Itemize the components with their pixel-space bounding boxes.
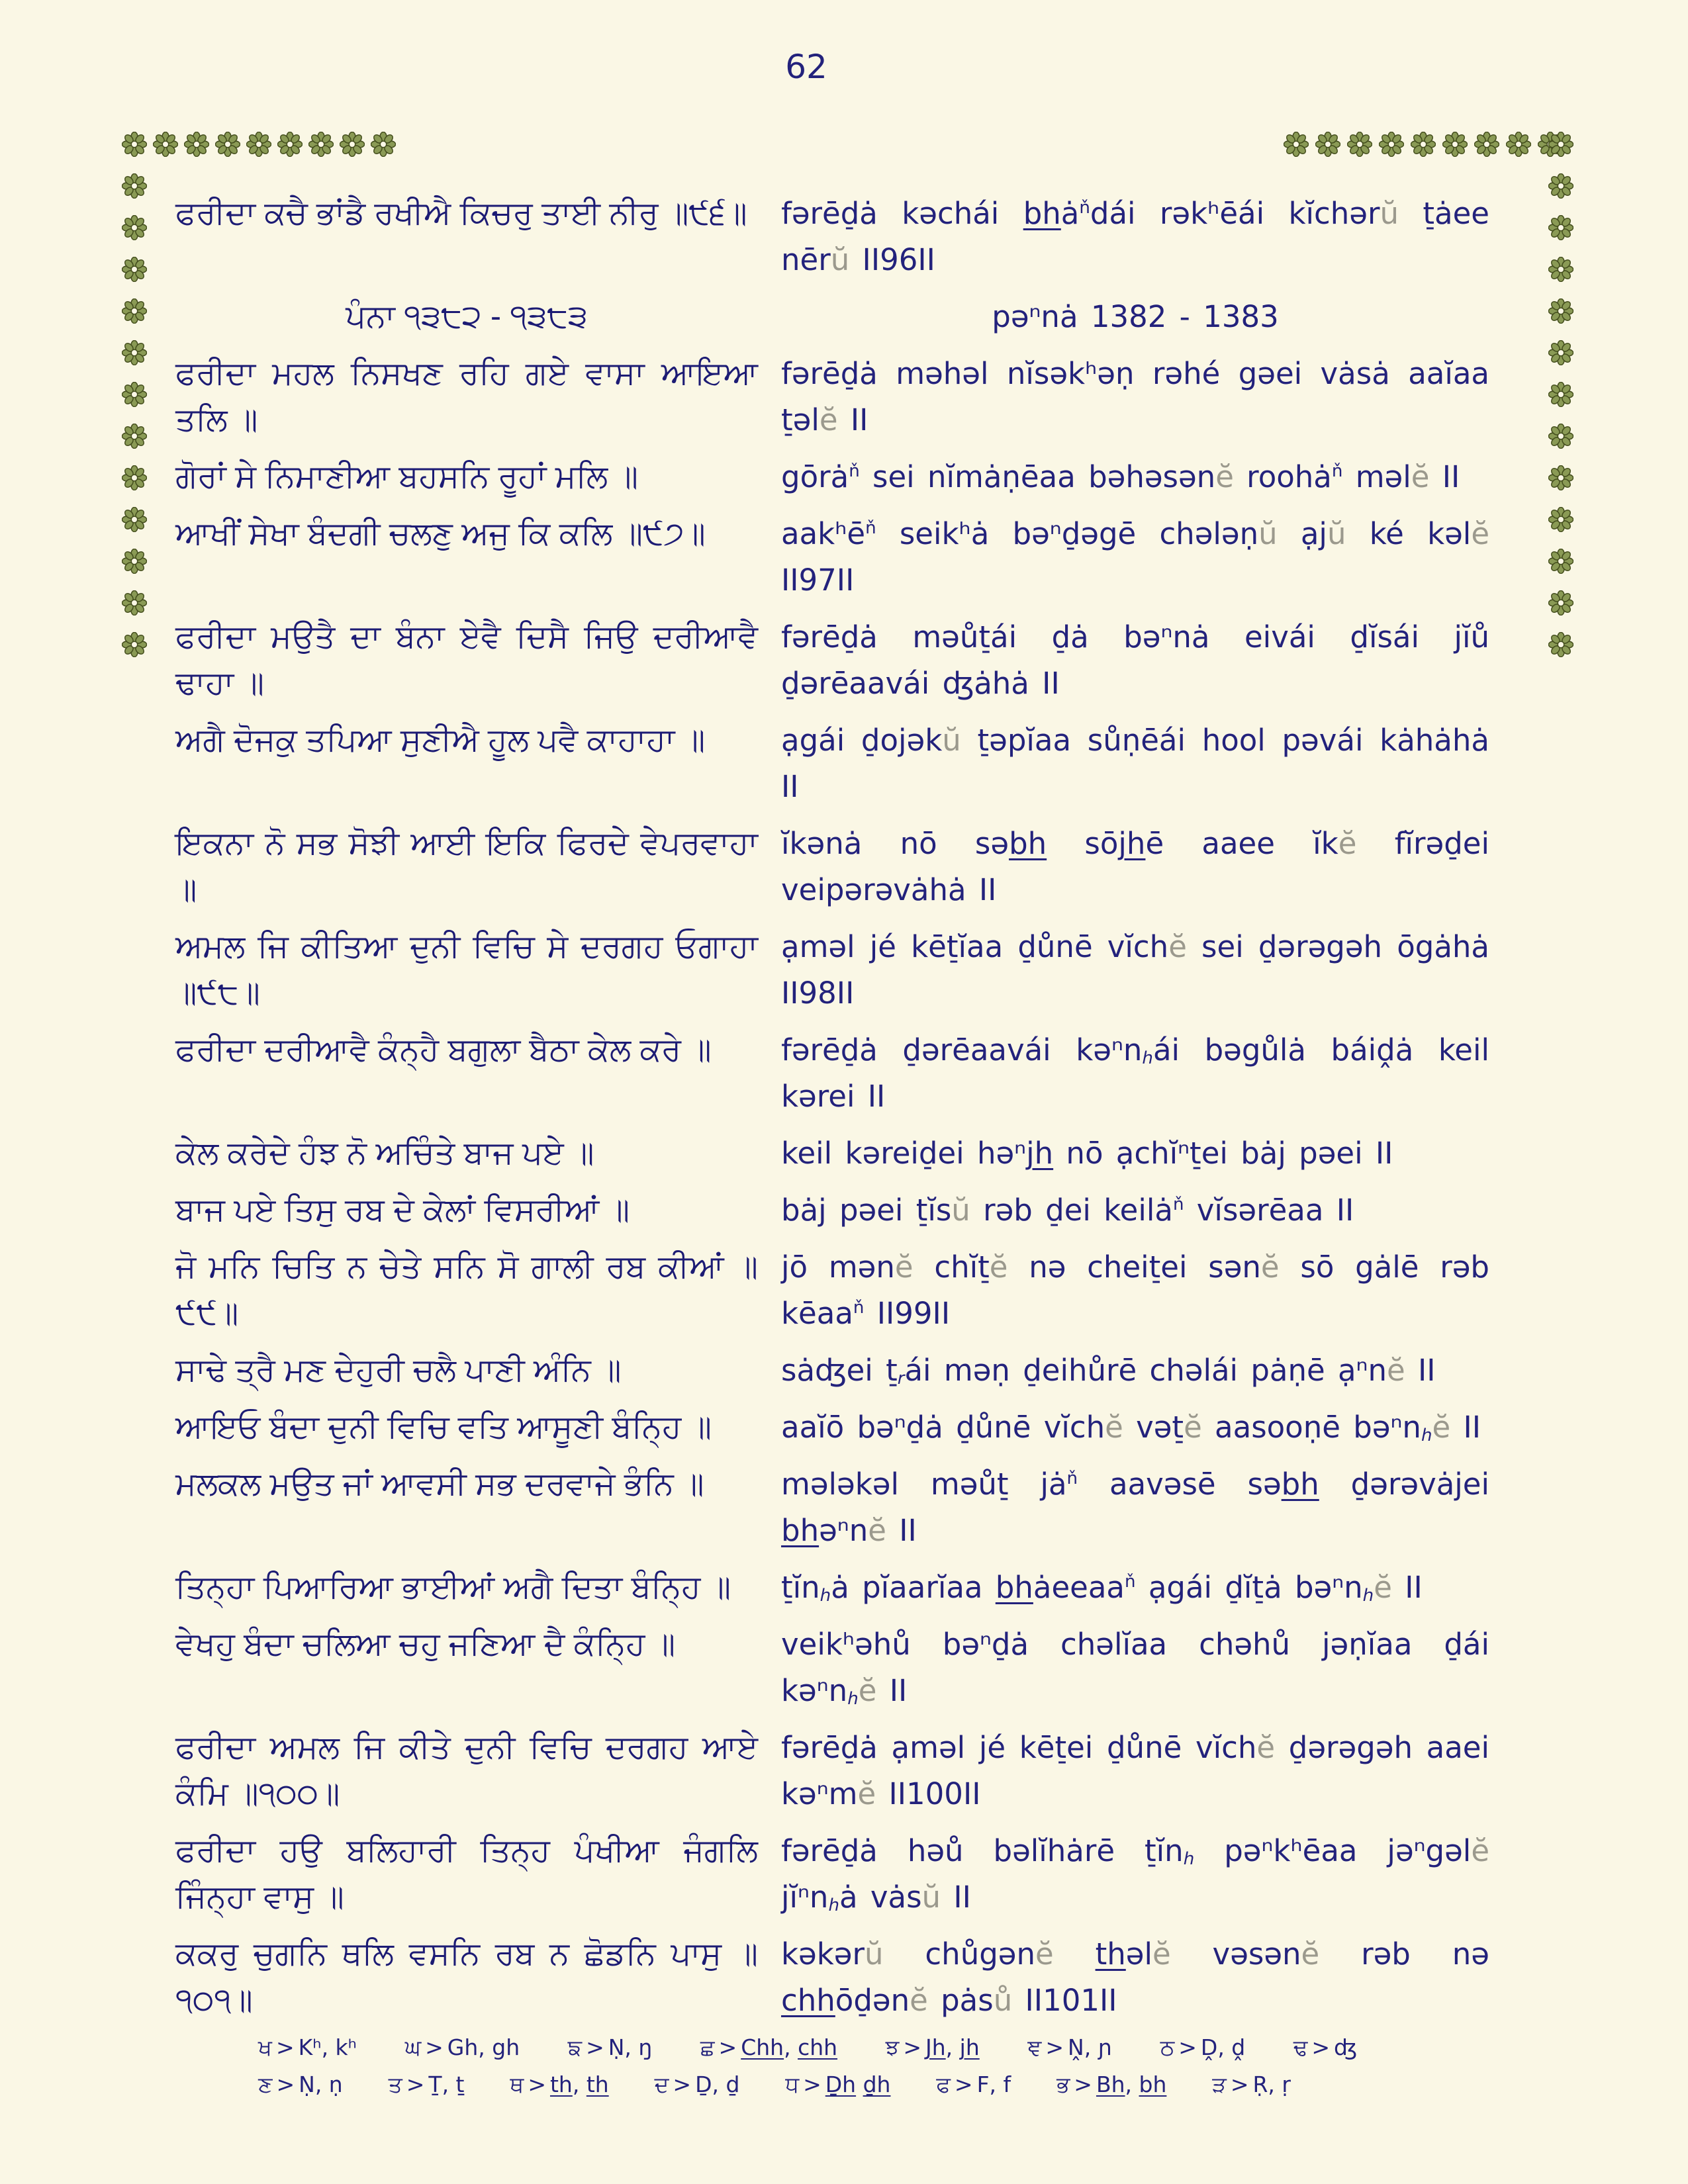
flower-icon	[1284, 132, 1309, 157]
transliteration-text: ĭkənȧ nō səbh sōjhē aaee ĭkĕ fĭrəd̠ei veipərəvȧhȧ II	[781, 826, 1489, 907]
flower-icon	[277, 132, 303, 157]
transliteration-legend-row-2	[258, 2070, 1291, 2099]
flower-icon	[1548, 424, 1573, 449]
verse-list	[175, 191, 1489, 2034]
legend-gurmukhi-letter: ਧ	[785, 2072, 800, 2097]
verse-row	[175, 454, 1489, 500]
legend-latin-value: Ḏ, ḏ	[695, 2071, 740, 2097]
legend-latin-value: Chh, chh	[741, 2034, 838, 2060]
flower-icon	[1315, 132, 1340, 157]
flower-icon	[122, 382, 147, 407]
legend-item	[1027, 2033, 1112, 2062]
verse-row	[175, 614, 1489, 707]
legend-separator: >	[1178, 2034, 1197, 2060]
legend-separator: >	[406, 2071, 425, 2097]
flower-icon	[122, 465, 147, 490]
gurmukhi-text: ਜੋ ਮਨਿ ਚਿਤਿ ਨ ਚੇਤੇ ਸਨਿ ਸੋ ਗਾਲੀ ਰਬ ਕੀਆਂ ॥੯੯॥	[175, 1250, 758, 1331]
legend-gurmukhi-letter: ਙ	[567, 2035, 583, 2060]
flower-icon	[215, 132, 240, 157]
flower-icon	[122, 298, 147, 324]
flower-icon	[1548, 215, 1573, 240]
legend-gurmukhi-letter: ਣ	[258, 2072, 273, 2097]
legend-latin-value: Bh, bh	[1096, 2071, 1167, 2097]
flower-icon	[1548, 340, 1573, 365]
verse-row	[175, 1027, 1489, 1120]
flower-icon	[122, 632, 147, 657]
legend-gurmukhi-letter: ਦ	[654, 2072, 669, 2097]
legend-gurmukhi-letter: ਢ	[1293, 2035, 1308, 2060]
transliteration-text: fərēd̠ȧ kəchái bhȧ$^ň$dái rəkʰēái kĭchərŭ t̠ȧee nērŭ II96II	[781, 196, 1489, 277]
flower-icon	[1474, 132, 1499, 157]
gurmukhi-text: ਫਰੀਦਾ ਹਉ ਬਲਿਹਾਰੀ ਤਿਨ੍ਹ ਪੰਖੀਆ ਜੰਗਲਿ ਜਿੰਨ੍ਹਾ ਵਾਸੁ ॥	[175, 1833, 758, 1915]
legend-item	[655, 2070, 740, 2099]
transliteration-text: jō mənĕ chĭt̠ĕ nə cheit̠ei sənĕ sō gȧlē rəb kēaa$^ň$ II99II	[781, 1250, 1489, 1331]
transliteration-text: aakʰē$^ň$ seikʰȧ bəⁿd̠əgē chələṇŭ ạjŭ ké kəlĕ II97II	[781, 516, 1490, 598]
legend-separator: >	[275, 2034, 295, 2060]
flower-icon	[1548, 590, 1573, 615]
flower-icon	[122, 424, 147, 449]
transliteration-page-heading: pəⁿnȧ 1382 - 1383	[992, 299, 1279, 334]
flower-icon	[1548, 549, 1573, 574]
legend-gurmukhi-letter: ਞ	[1027, 2035, 1042, 2060]
legend-item	[785, 2070, 890, 2099]
transliteration-text: fərēd̠ȧ məhəl nĭsəkʰəṇ rəhé gəei vȧsȧ aaĭaa t̠əlĕ II	[781, 356, 1489, 437]
legend-separator: >	[803, 2071, 821, 2097]
verse-row	[175, 1828, 1489, 1921]
flower-icon	[122, 215, 147, 240]
legend-item	[568, 2033, 653, 2062]
flower-icon	[122, 257, 147, 282]
gurmukhi-text: ਵੇਖਹੁ ਬੰਦਾ ਚਲਿਆ ਚਹੁ ਜਣਿਆ ਦੈ ਕੰਨ੍ਹਿ ॥	[175, 1627, 676, 1662]
legend-gurmukhi-letter: ੜ	[1212, 2072, 1227, 2097]
flower-icon	[1411, 132, 1436, 157]
gurmukhi-text: ਫਰੀਦਾ ਕਚੈ ਭਾਂਡੈ ਰਖੀਐ ਕਿਚਰੁ ਤਾਈ ਨੀਰੁ ॥੯੬॥	[175, 196, 747, 231]
legend-latin-value: Jh, jh	[925, 2034, 980, 2060]
verse-row	[175, 1621, 1489, 1714]
flower-icon	[153, 132, 178, 157]
legend-item	[700, 2033, 837, 2062]
legend-gurmukhi-letter: ਥ	[510, 2072, 524, 2097]
verse-row	[175, 1187, 1489, 1234]
legend-latin-value: Kʰ, kʰ	[298, 2034, 357, 2060]
flower-icon	[1548, 465, 1573, 490]
legend-separator: >	[954, 2071, 973, 2097]
gurmukhi-text: ਫਰੀਦਾ ਅਮਲ ਜਿ ਕੀਤੇ ਦੁਨੀ ਵਿਚਿ ਦਰਗਹ ਆਏ ਕੰਮਿ ॥੧੦੦॥	[175, 1730, 758, 1811]
legend-latin-value: Ḓ, ḓ	[1200, 2034, 1246, 2060]
legend-latin-value: ʤ	[1334, 2034, 1357, 2060]
legend-gurmukhi-letter: ਤ	[388, 2072, 402, 2097]
gurmukhi-text: ਆਖੀਂ ਸੇਖਾ ਬੰਦਗੀ ਚਲਣੁ ਅਜੁ ਕਿ ਕਲਿ ॥੯੭॥	[175, 516, 706, 551]
transliteration-text: ạməl jé kēt̠ĭaa d̠ůnē vĭchĕ sei d̠ərəgəh ōgȧhȧ II98II	[781, 929, 1490, 1011]
legend-separator: >	[718, 2034, 737, 2060]
transliteration-text: veikʰəhů bəⁿd̠ȧ chəlĭaa chəhů jəṇĭaa d̠ái kəⁿn$_h$ĕ II	[781, 1627, 1489, 1709]
legend-item	[1056, 2070, 1166, 2099]
verse-row	[175, 1244, 1489, 1337]
flower-icon	[1548, 173, 1573, 199]
transliteration-text: sȧʤei $t̠_rái$ məṇ d̠eihůrē chəlái pȧṇē ạⁿnĕ II	[781, 1353, 1436, 1389]
verse-row	[175, 1931, 1489, 2024]
legend-item	[1212, 2070, 1291, 2099]
gurmukhi-text: ਅਗੈ ਦੋਜਕੁ ਤਪਿਆ ਸੁਣੀਐ ਹੂਲ ਪਵੈ ਕਾਹਾਹਾ ॥	[175, 723, 706, 758]
verse-row	[175, 351, 1489, 443]
gurmukhi-text: ਗੋਰਾਂ ਸੇ ਨਿਮਾਣੀਆ ਬਹਸਨਿ ਰੂਹਾਂ ਮਲਿ ॥	[175, 459, 638, 494]
legend-separator: >	[276, 2071, 295, 2097]
page-number: 62	[785, 48, 827, 86]
legend-latin-value: Ṛ, ṛ	[1252, 2071, 1291, 2097]
legend-gurmukhi-letter: ਘ	[404, 2035, 422, 2060]
flower-icon	[1442, 132, 1468, 157]
legend-separator: >	[425, 2034, 444, 2060]
legend-item	[1160, 2033, 1246, 2062]
gurmukhi-text: ਤਿਨ੍ਹਾ ਪਿਆਰਿਆ ਭਾਈਆਂ ਅਗੈ ਦਿਤਾ ਬੰਨ੍ਹਿ ॥	[175, 1570, 731, 1605]
legend-latin-value: Ṋ, ɲ	[1068, 2034, 1113, 2060]
transliteration-text: kəkərŭ chůgənĕ thəlĕ vəsənĕ rəb nə chhōd̠ənĕ pȧsů II101II	[781, 1936, 1489, 2018]
transliteration-text: $t̠ĭn_hȧ$ pĭaarĭaa bhȧeeaa$^ň$ ạgái d̠ĭt̠ȧ bəⁿn$_h$ĕ II	[781, 1570, 1423, 1606]
legend-latin-value: th, th	[549, 2071, 609, 2097]
legend-gurmukhi-letter: ਝ	[885, 2035, 900, 2060]
legend-gurmukhi-letter: ਛ	[700, 2035, 715, 2060]
flower-icon	[1548, 632, 1573, 657]
flower-icon	[1548, 298, 1573, 324]
transliteration-text: ạgái d̠ojəkŭ t̠əpĭaa sůṇēái hool pəvái kȧhȧhȧ II	[781, 723, 1489, 804]
transliteration-text: fərēd̠ȧ d̠ərēaavái kəⁿn$_h$ái bəgůlȧ báiḓȧ keil kərei II	[781, 1032, 1489, 1114]
transliteration-text: keil kəreid̠ei həⁿjh nō ạchĭⁿt̠ei bȧj pəei II	[781, 1136, 1393, 1171]
gurmukhi-text: ਫਰੀਦਾ ਮਉਤੈ ਦਾ ਬੰਨਾ ਏਵੈ ਦਿਸੈ ਜਿਉ ਦਰੀਆਵੈ ਢਾਹਾ ॥	[175, 619, 758, 701]
legend-item	[258, 2070, 343, 2099]
verse-row	[175, 191, 1489, 283]
legend-gurmukhi-letter: ਠ	[1160, 2035, 1175, 2060]
flower-icon	[122, 132, 147, 157]
legend-item	[510, 2070, 608, 2099]
transliteration-text: bȧj pəei t̠ĭsŭ rəb d̠ei keilȧ$^ň$ vĭsərēaa II	[781, 1193, 1354, 1228]
legend-separator: >	[586, 2034, 604, 2060]
gurmukhi-text: ਇਕਨਾ ਨੋ ਸਭ ਸੋਝੀ ਆਈ ਇਕਿ ਫਿਰਦੇ ਵੇਪਰਵਾਹਾ ॥	[175, 826, 758, 907]
page-heading-row	[175, 294, 1489, 340]
gurmukhi-text: ਕਕਰੁ ਚੁਗਨਿ ਥਲਿ ਵਸਨਿ ਰਬ ਨ ਛੋਡਨਿ ਪਾਸੁ ॥੧੦੧॥	[175, 1936, 758, 2018]
legend-item	[389, 2070, 465, 2099]
verse-row	[175, 717, 1489, 810]
flower-icon	[246, 132, 271, 157]
verse-row	[175, 1461, 1489, 1554]
flower-icon	[340, 132, 365, 157]
verse-row	[175, 924, 1489, 1017]
flower-icon	[122, 590, 147, 615]
legend-separator: >	[1074, 2071, 1092, 2097]
legend-gurmukhi-letter: ਭ	[1056, 2072, 1070, 2097]
gurmukhi-page-heading: ਪੰਨਾ ੧੩੮੨ - ੧੩੮੩	[346, 299, 588, 334]
legend-gurmukhi-letter: ਫ	[936, 2072, 951, 2097]
legend-separator: >	[1045, 2034, 1064, 2060]
legend-separator: >	[1230, 2071, 1249, 2097]
flower-icon	[122, 340, 147, 365]
transliteration-text: mələkəl məůt̠ $jȧ^ň$ aavəsē səbh d̠ərəvȧjei bhəⁿnĕ II	[781, 1467, 1489, 1548]
flower-icon	[1548, 382, 1573, 407]
flower-icon	[1548, 132, 1573, 157]
flower-icon	[122, 507, 147, 532]
transliteration-text: fərēd̠ȧ ạməl jé kēt̠ei d̠ůnē vĭchĕ d̠ərəgəh aaei kəⁿmĕ II100II	[781, 1730, 1489, 1811]
legend-item	[405, 2033, 520, 2062]
transliteration-text: aaĭō bəⁿd̠ȧ d̠ůnē vĭchĕ vət̠ĕ aasooṇē bəⁿn$_h$ĕ II	[781, 1410, 1481, 1446]
verse-row	[175, 1347, 1489, 1394]
transliteration-text: gōrȧ$^ň$ sei nĭmȧṇēaa bəhəsənĕ roohȧ$^ň$ məlĕ II	[781, 459, 1460, 494]
flower-icon	[308, 132, 334, 157]
legend-separator: >	[673, 2071, 692, 2097]
transliteration-text: fərēd̠ȧ məůt̠ái d̠ȧ bəⁿnȧ eivái d̠ĭsái jĭů d̠ərēaavái ʤȧhȧ II	[781, 619, 1489, 701]
verse-row	[175, 1565, 1489, 1611]
verse-row	[175, 821, 1489, 913]
gurmukhi-text: ਸਾਢੇ ਤ੍ਰੈ ਮਣ ਦੇਹੁਰੀ ਚਲੈ ਪਾਣੀ ਅੰਨਿ ॥	[175, 1353, 622, 1388]
legend-item	[936, 2070, 1011, 2099]
legend-latin-value: Ḏh ḏh	[825, 2071, 891, 2097]
gurmukhi-text: ਫਰੀਦਾ ਮਹਲ ਨਿਸਖਣ ਰਹਿ ਗਏ ਵਾਸਾ ਆਇਆ ਤਲਿ ॥	[175, 356, 758, 437]
flower-icon	[122, 549, 147, 574]
verse-row	[175, 511, 1489, 604]
legend-latin-value: Gh, gh	[447, 2034, 520, 2060]
flower-icon	[1506, 132, 1531, 157]
transliteration-legend-row-1	[258, 2033, 1357, 2062]
flower-icon	[1548, 507, 1573, 532]
gurmukhi-text: ਮਲਕਲ ਮਉਤ ਜਾਂ ਆਵਸੀ ਸਭ ਦਰਵਾਜੇ ਭੰਨਿ ॥	[175, 1467, 704, 1502]
legend-item	[258, 2033, 357, 2062]
flower-icon	[1548, 257, 1573, 282]
verse-row	[175, 1130, 1489, 1177]
gurmukhi-text: ਫਰੀਦਾ ਦਰੀਆਵੈ ਕੰਨ੍ਹੈ ਬਗੁਲਾ ਬੈਠਾ ਕੇਲ ਕਰੇ ॥	[175, 1032, 712, 1068]
legend-separator: >	[528, 2071, 546, 2097]
verse-row	[175, 1404, 1489, 1451]
transliteration-text: fərēd̠ȧ həů bəlĭhȧrē $t̠ĭn_h$ pəⁿkʰēaa jəⁿgəlĕ jĭⁿn$_h$ȧ vȧsŭ II	[781, 1833, 1489, 1916]
flower-icon	[184, 132, 209, 157]
legend-latin-value: Ṇ, ŋ	[608, 2034, 653, 2060]
flower-icon	[122, 173, 147, 199]
gurmukhi-text: ਬਾਜ ਪਏ ਤਿਸੁ ਰਬ ਦੇ ਕੇਲਾਂ ਵਿਸਰੀਆਂ ॥	[175, 1193, 630, 1228]
legend-item	[886, 2033, 980, 2062]
flower-icon	[371, 132, 396, 157]
flower-icon	[1379, 132, 1404, 157]
legend-gurmukhi-letter: ਖ	[258, 2035, 272, 2060]
legend-separator: >	[903, 2034, 922, 2060]
legend-latin-value: F, f	[976, 2071, 1011, 2097]
flower-icon	[1347, 132, 1372, 157]
gurmukhi-text: ਕੇਲ ਕਰੇਦੇ ਹੰਝ ਨੋ ਅਚਿੰਤੇ ਬਾਜ ਪਏ ॥	[175, 1136, 594, 1171]
legend-latin-value: Ṇ, ṇ	[299, 2071, 343, 2097]
verse-row	[175, 1725, 1489, 1817]
gurmukhi-text: ਆਇਓ ਬੰਦਾ ਦੁਨੀ ਵਿਚਿ ਵਤਿ ਆਸੂਣੀ ਬੰਨ੍ਹਿ ॥	[175, 1410, 712, 1445]
legend-separator: >	[1311, 2034, 1331, 2060]
legend-item	[1293, 2033, 1357, 2062]
legend-latin-value: Ṯ, ṯ	[428, 2071, 465, 2097]
gurmukhi-text: ਅਮਲ ਜਿ ਕੀਤਿਆ ਦੁਨੀ ਵਿਚਿ ਸੇ ਦਰਗਹ ਓਗਾਹਾ ॥੯੮॥	[175, 929, 758, 1011]
